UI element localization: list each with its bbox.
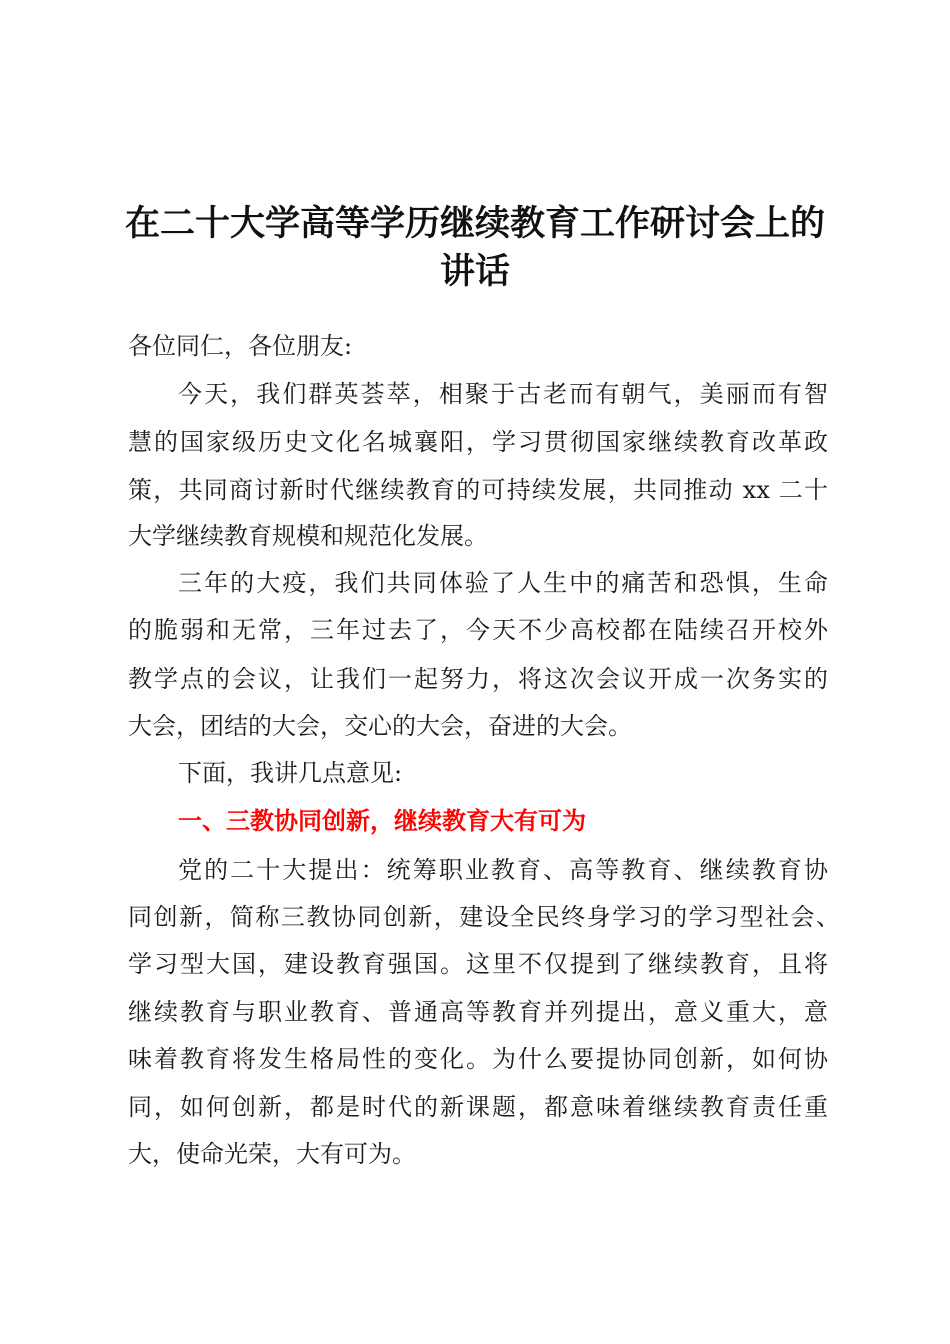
paragraph-4-line-2: 同创新，简称三教协同创新，建设全民终身学习的学习型社会、	[128, 903, 840, 931]
paragraph-2-line-4: 大会，团结的大会，交心的大会，奋进的大会。	[128, 712, 632, 740]
paragraph-1-line-2: 慧的国家级历史文化名城襄阳，学习贯彻国家继续教育改革政	[128, 428, 828, 456]
paragraph-1-line-1: 今天，我们群英荟萃，相聚于古老而有朝气，美丽而有智	[178, 380, 828, 408]
document-title-line-1: 在二十大学高等学历继续教育工作研讨会上的	[124, 203, 825, 244]
document-title-line-2: 讲话	[439, 251, 510, 292]
paragraph-4-line-7: 大，使命光荣，大有可为。	[128, 1140, 416, 1168]
section-1-heading: 一、三教协同创新，继续教育大有可为	[178, 807, 586, 835]
paragraph-4-line-4: 继续教育与职业教育、普通高等教育并列提出，意义重大，意	[128, 998, 828, 1026]
paragraph-3: 下面，我讲几点意见:	[178, 759, 403, 787]
paragraph-2-line-2: 的脆弱和无常，三年过去了，今天不少高校都在陆续召开校外	[128, 616, 828, 644]
paragraph-2-line-1: 三年的大疫，我们共同体验了人生中的痛苦和恐惧，生命	[178, 569, 828, 597]
paragraph-1-line-4: 大学继续教育规模和规范化发展。	[128, 522, 488, 550]
paragraph-4-line-5: 味着教育将发生格局性的变化。为什么要提协同创新，如何协	[128, 1045, 828, 1073]
paragraph-4-line-6: 同，如何创新，都是时代的新课题，都意味着继续教育责任重	[128, 1093, 828, 1121]
paragraph-4-line-3: 学习型大国，建设教育强国。这里不仅提到了继续教育，且将	[128, 950, 828, 978]
paragraph-2-line-3: 教学点的会议，让我们一起努力，将这次会议开成一次务实的	[128, 665, 828, 693]
paragraph-1-line-3: 策，共同商讨新时代继续教育的可持续发展，共同推动 xx 二十	[128, 476, 828, 504]
salutation: 各位同仁，各位朋友:	[128, 332, 353, 360]
paragraph-4-line-1: 党的二十大提出：统筹职业教育、高等教育、继续教育协	[178, 856, 828, 884]
